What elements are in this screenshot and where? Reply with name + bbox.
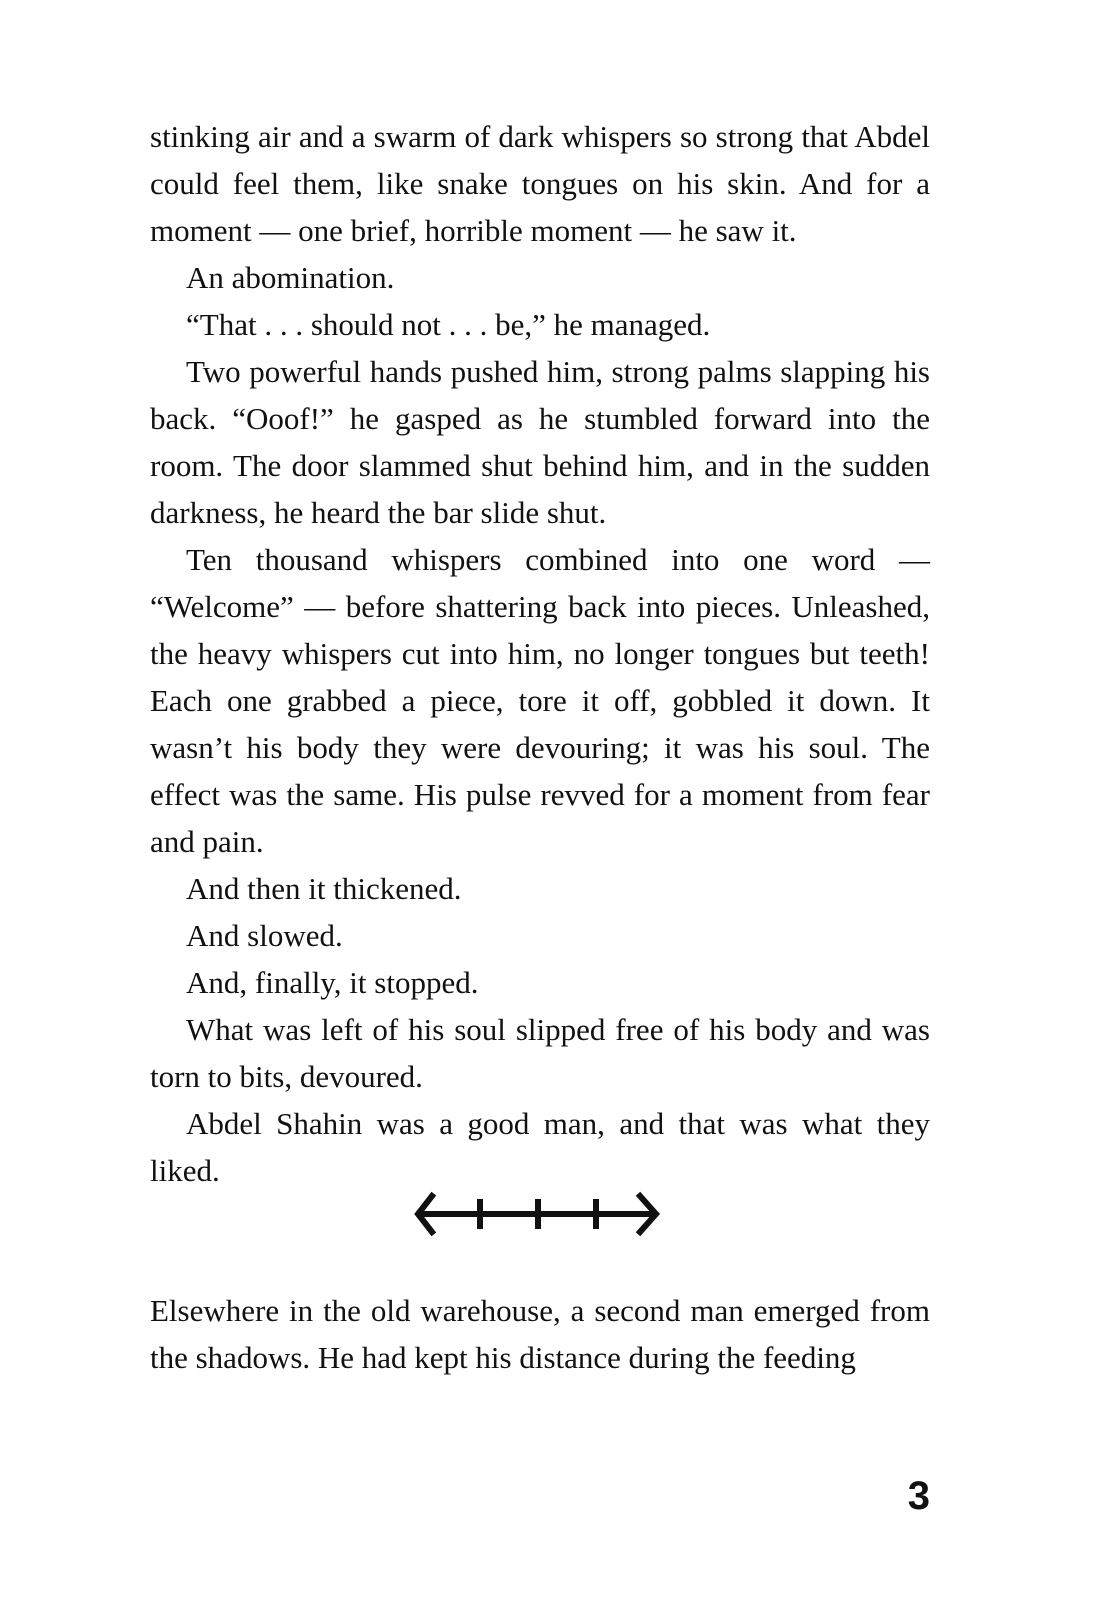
- paragraph: And slowed.: [186, 918, 343, 953]
- paragraph: Ten thousand whispers combined into one word — “Welcome” — before shattering back into pieces. Unleashed, the heavy whispers cut into him, no longer tongues but teeth! Each one grabbed a piece, tore it off, gobbled it down. It wasn’t his body they were devouring; it was his soul. The effect was the same. His pulse revved for a moment from fear and pain.: [150, 542, 930, 859]
- arrow-divider-icon: [410, 1190, 666, 1238]
- paragraph: Two powerful hands pushed him, strong palms slapping his back. “Ooof!” he gasped as he stumbled forward into the room. The door slammed shut behind him, and in the sudden darkness, he heard the bar slide shut.: [150, 354, 930, 530]
- paragraph: An abomination.: [186, 260, 395, 295]
- paragraph: Elsewhere in the old warehouse, a second man emerged from the shadows. He had kept his distance during the feeding: [150, 1293, 930, 1375]
- body-text-section-2: [150, 1287, 930, 1381]
- paragraph: stinking air and a swarm of dark whispers so strong that Abdel could feel them, like snake tongues on his skin. And for a moment — one brief, horrible moment — he saw it.: [150, 119, 930, 248]
- body-text-section-1: [150, 113, 930, 1194]
- page-number: 3: [907, 1474, 930, 1518]
- paragraph: Abdel Shahin was a good man, and that was what they liked.: [150, 1106, 930, 1188]
- paragraph: And, finally, it stopped.: [186, 965, 479, 1000]
- paragraph: “That . . . should not . . . be,” he managed.: [186, 307, 711, 342]
- paragraph: And then it thickened.: [186, 871, 462, 906]
- paragraph: What was left of his soul slipped free of his body and was torn to bits, devoured.: [150, 1012, 930, 1094]
